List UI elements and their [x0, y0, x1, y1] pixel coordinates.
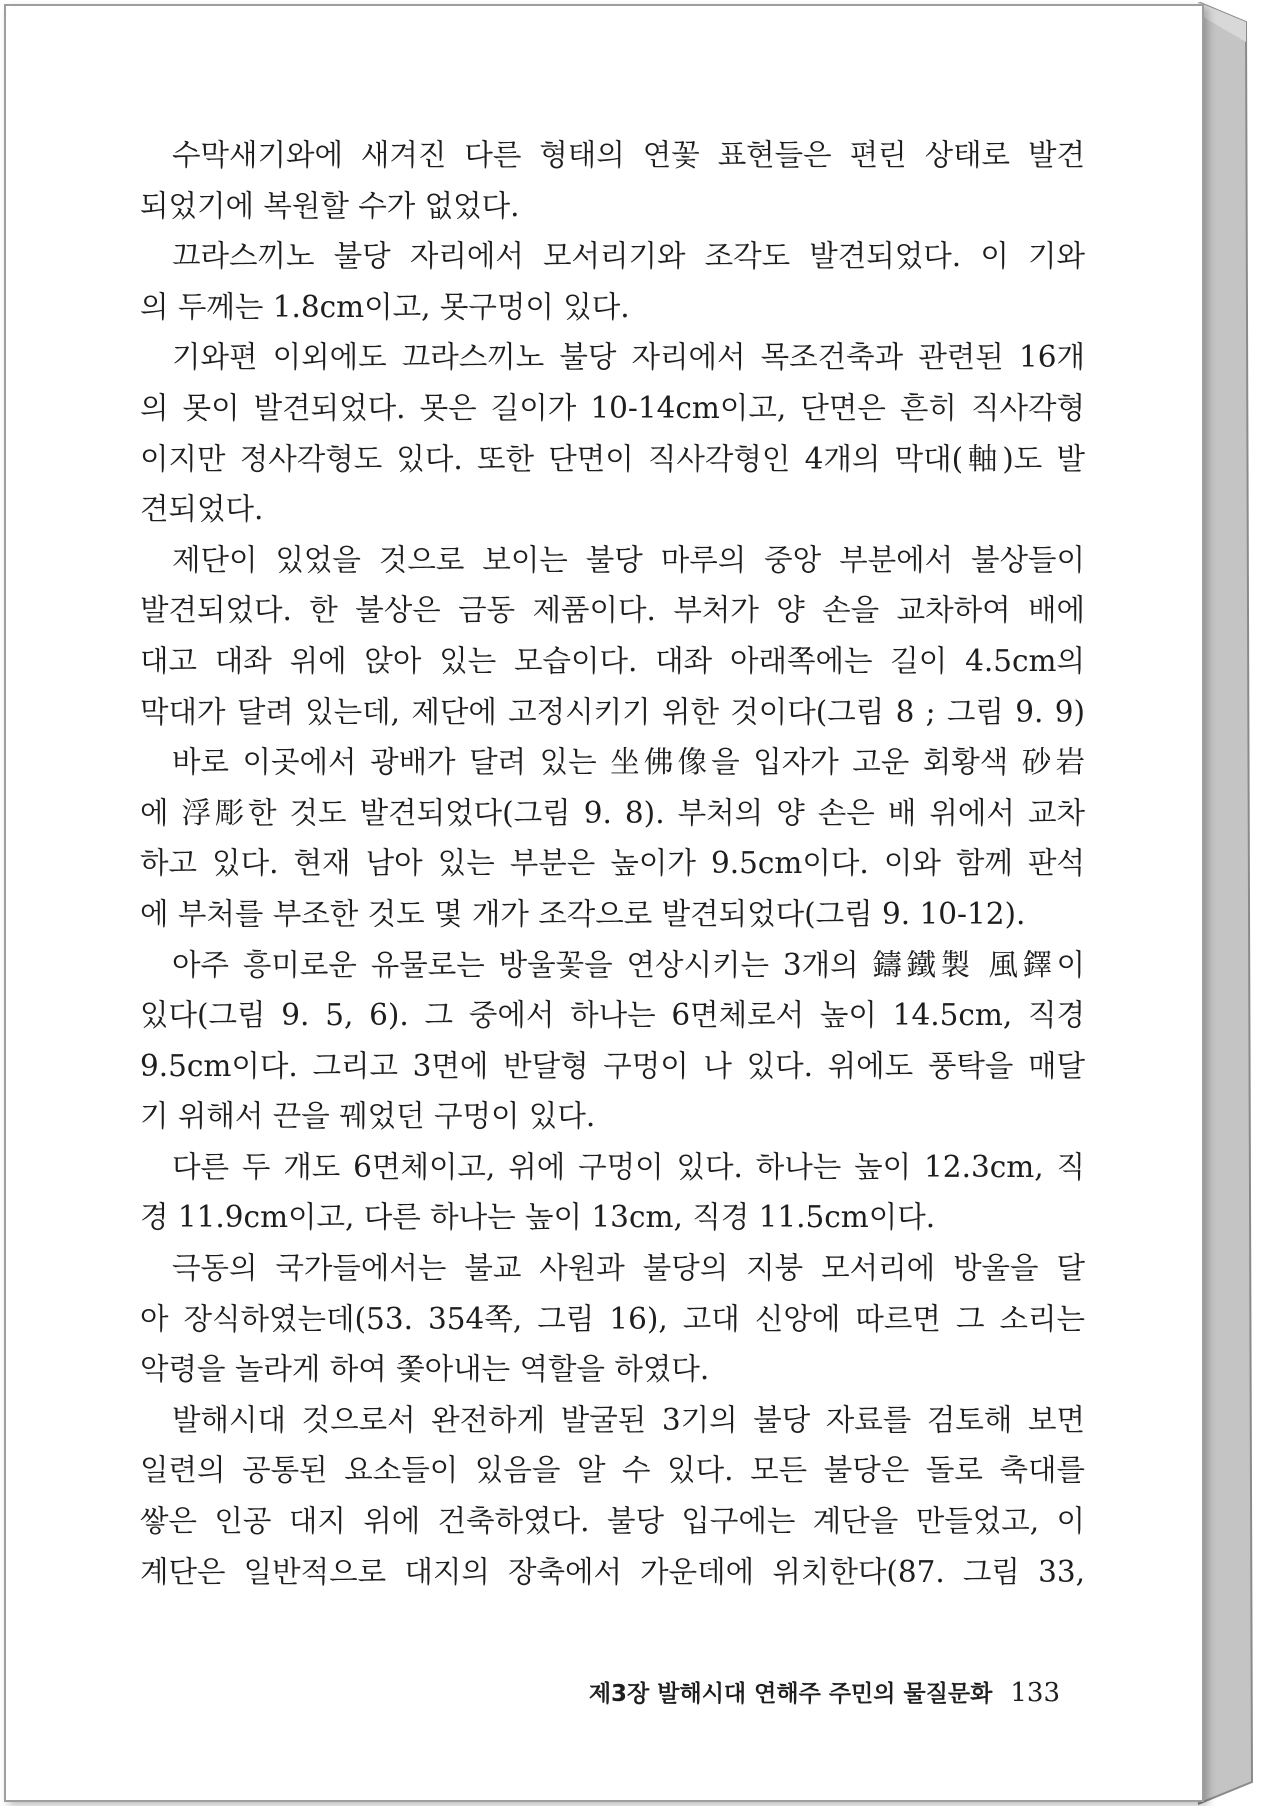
text-line: 대고 대좌 위에 앉아 있는 모습이다. 대좌 아래쪽에는 길이 4.5cm의 — [140, 643, 1085, 678]
text-line: 견되었다. — [140, 492, 264, 527]
text-line: 제단이 있었을 것으로 보이는 불당 마루의 중앙 부분에서 불상들이 — [172, 542, 1085, 577]
chapter-title: 제3장 발해시대 연해주 주민의 물질문화 — [588, 1681, 993, 1707]
text-line: 다른 두 개도 6면체이고, 위에 구멍이 있다. 하나는 높이 12.3cm, 직 — [172, 1149, 1085, 1184]
text-line: 경 11.9cm이고, 다른 하나는 높이 13cm, 직경 11.5cm이다. — [140, 1200, 936, 1235]
body-text — [140, 130, 1085, 1597]
book-edge — [1198, 2, 1258, 1806]
text-line: 에 浮彫한 것도 발견되었다(그림 9. 8). 부처의 양 손은 배 위에서 교차 — [140, 795, 1085, 830]
text-line: 극동의 국가들에서는 불교 사원과 불당의 지붕 모서리에 방울을 달 — [172, 1251, 1085, 1286]
page-number: 133 — [1010, 1678, 1060, 1708]
text-line: 기와편 이외에도 끄라스끼노 불당 자리에서 목조건축과 관련된 16개 — [172, 340, 1085, 375]
text-line: 9.5cm이다. 그리고 3면에 반달형 구멍이 나 있다. 위에도 풍탁을 매달 — [140, 1048, 1085, 1083]
text-line: 기 위해서 끈을 꿰었던 구멍이 있다. — [140, 1099, 596, 1134]
text-line: 바로 이곳에서 광배가 달려 있는 坐佛像을 입자가 고운 회황색 砂岩 — [172, 745, 1085, 780]
running-footer — [560, 1668, 1060, 1718]
text-line: 계단은 일반적으로 대지의 장축에서 가운데에 위치한다(87. 그림 33, — [140, 1554, 1085, 1589]
text-line: 에 부처를 부조한 것도 몇 개가 조각으로 발견되었다(그림 9. 10-12). — [140, 896, 1026, 931]
text-line: 일련의 공통된 요소들이 있음을 알 수 있다. 모든 불당은 돌로 축대를 — [140, 1453, 1085, 1488]
text-line: 끄라스끼노 불당 자리에서 모서리기와 조각도 발견되었다. 이 기와 — [172, 239, 1085, 274]
text-line: 의 못이 발견되었다. 못은 길이가 10-14cm이고, 단면은 흔히 직사각형 — [140, 390, 1085, 425]
text-line: 하고 있다. 현재 남아 있는 부분은 높이가 9.5cm이다. 이와 함께 판석 — [140, 846, 1085, 881]
text-line: 아 장식하였는데(53. 354쪽, 그림 16), 고대 신앙에 따르면 그 소리는 — [140, 1301, 1085, 1336]
text-line: 발해시대 것으로서 완전하게 발굴된 3기의 불당 자료를 검토해 보면 — [172, 1402, 1085, 1437]
text-line: 막대가 달려 있는데, 제단에 고정시키기 위한 것이다(그림 8 ; 그림 9. 9) — [140, 694, 1085, 729]
text-line: 의 두께는 1.8cm이고, 못구멍이 있다. — [140, 289, 630, 324]
text-line: 되었기에 복원할 수가 없었다. — [140, 188, 520, 223]
text-line: 있다(그림 9. 5, 6). 그 중에서 하나는 6면체로서 높이 14.5cm, 직경 — [140, 998, 1085, 1033]
text-line: 악령을 놀라게 하여 쫓아내는 역할을 하였다. — [140, 1352, 710, 1387]
text-line: 아주 흥미로운 유물로는 방울꽃을 연상시키는 3개의 鑄鐵製 風鐸이 — [172, 947, 1085, 982]
text-line: 이지만 정사각형도 있다. 또한 단면이 직사각형인 4개의 막대(軸)도 발 — [140, 441, 1085, 476]
text-line: 발견되었다. 한 불상은 금동 제품이다. 부처가 양 손을 교차하여 배에 — [140, 593, 1085, 628]
text-line: 수막새기와에 새겨진 다른 형태의 연꽃 표현들은 편린 상태로 발견 — [172, 138, 1085, 172]
text-line: 쌓은 인공 대지 위에 건축하였다. 불당 입구에는 계단을 만들었고, 이 — [140, 1504, 1085, 1539]
